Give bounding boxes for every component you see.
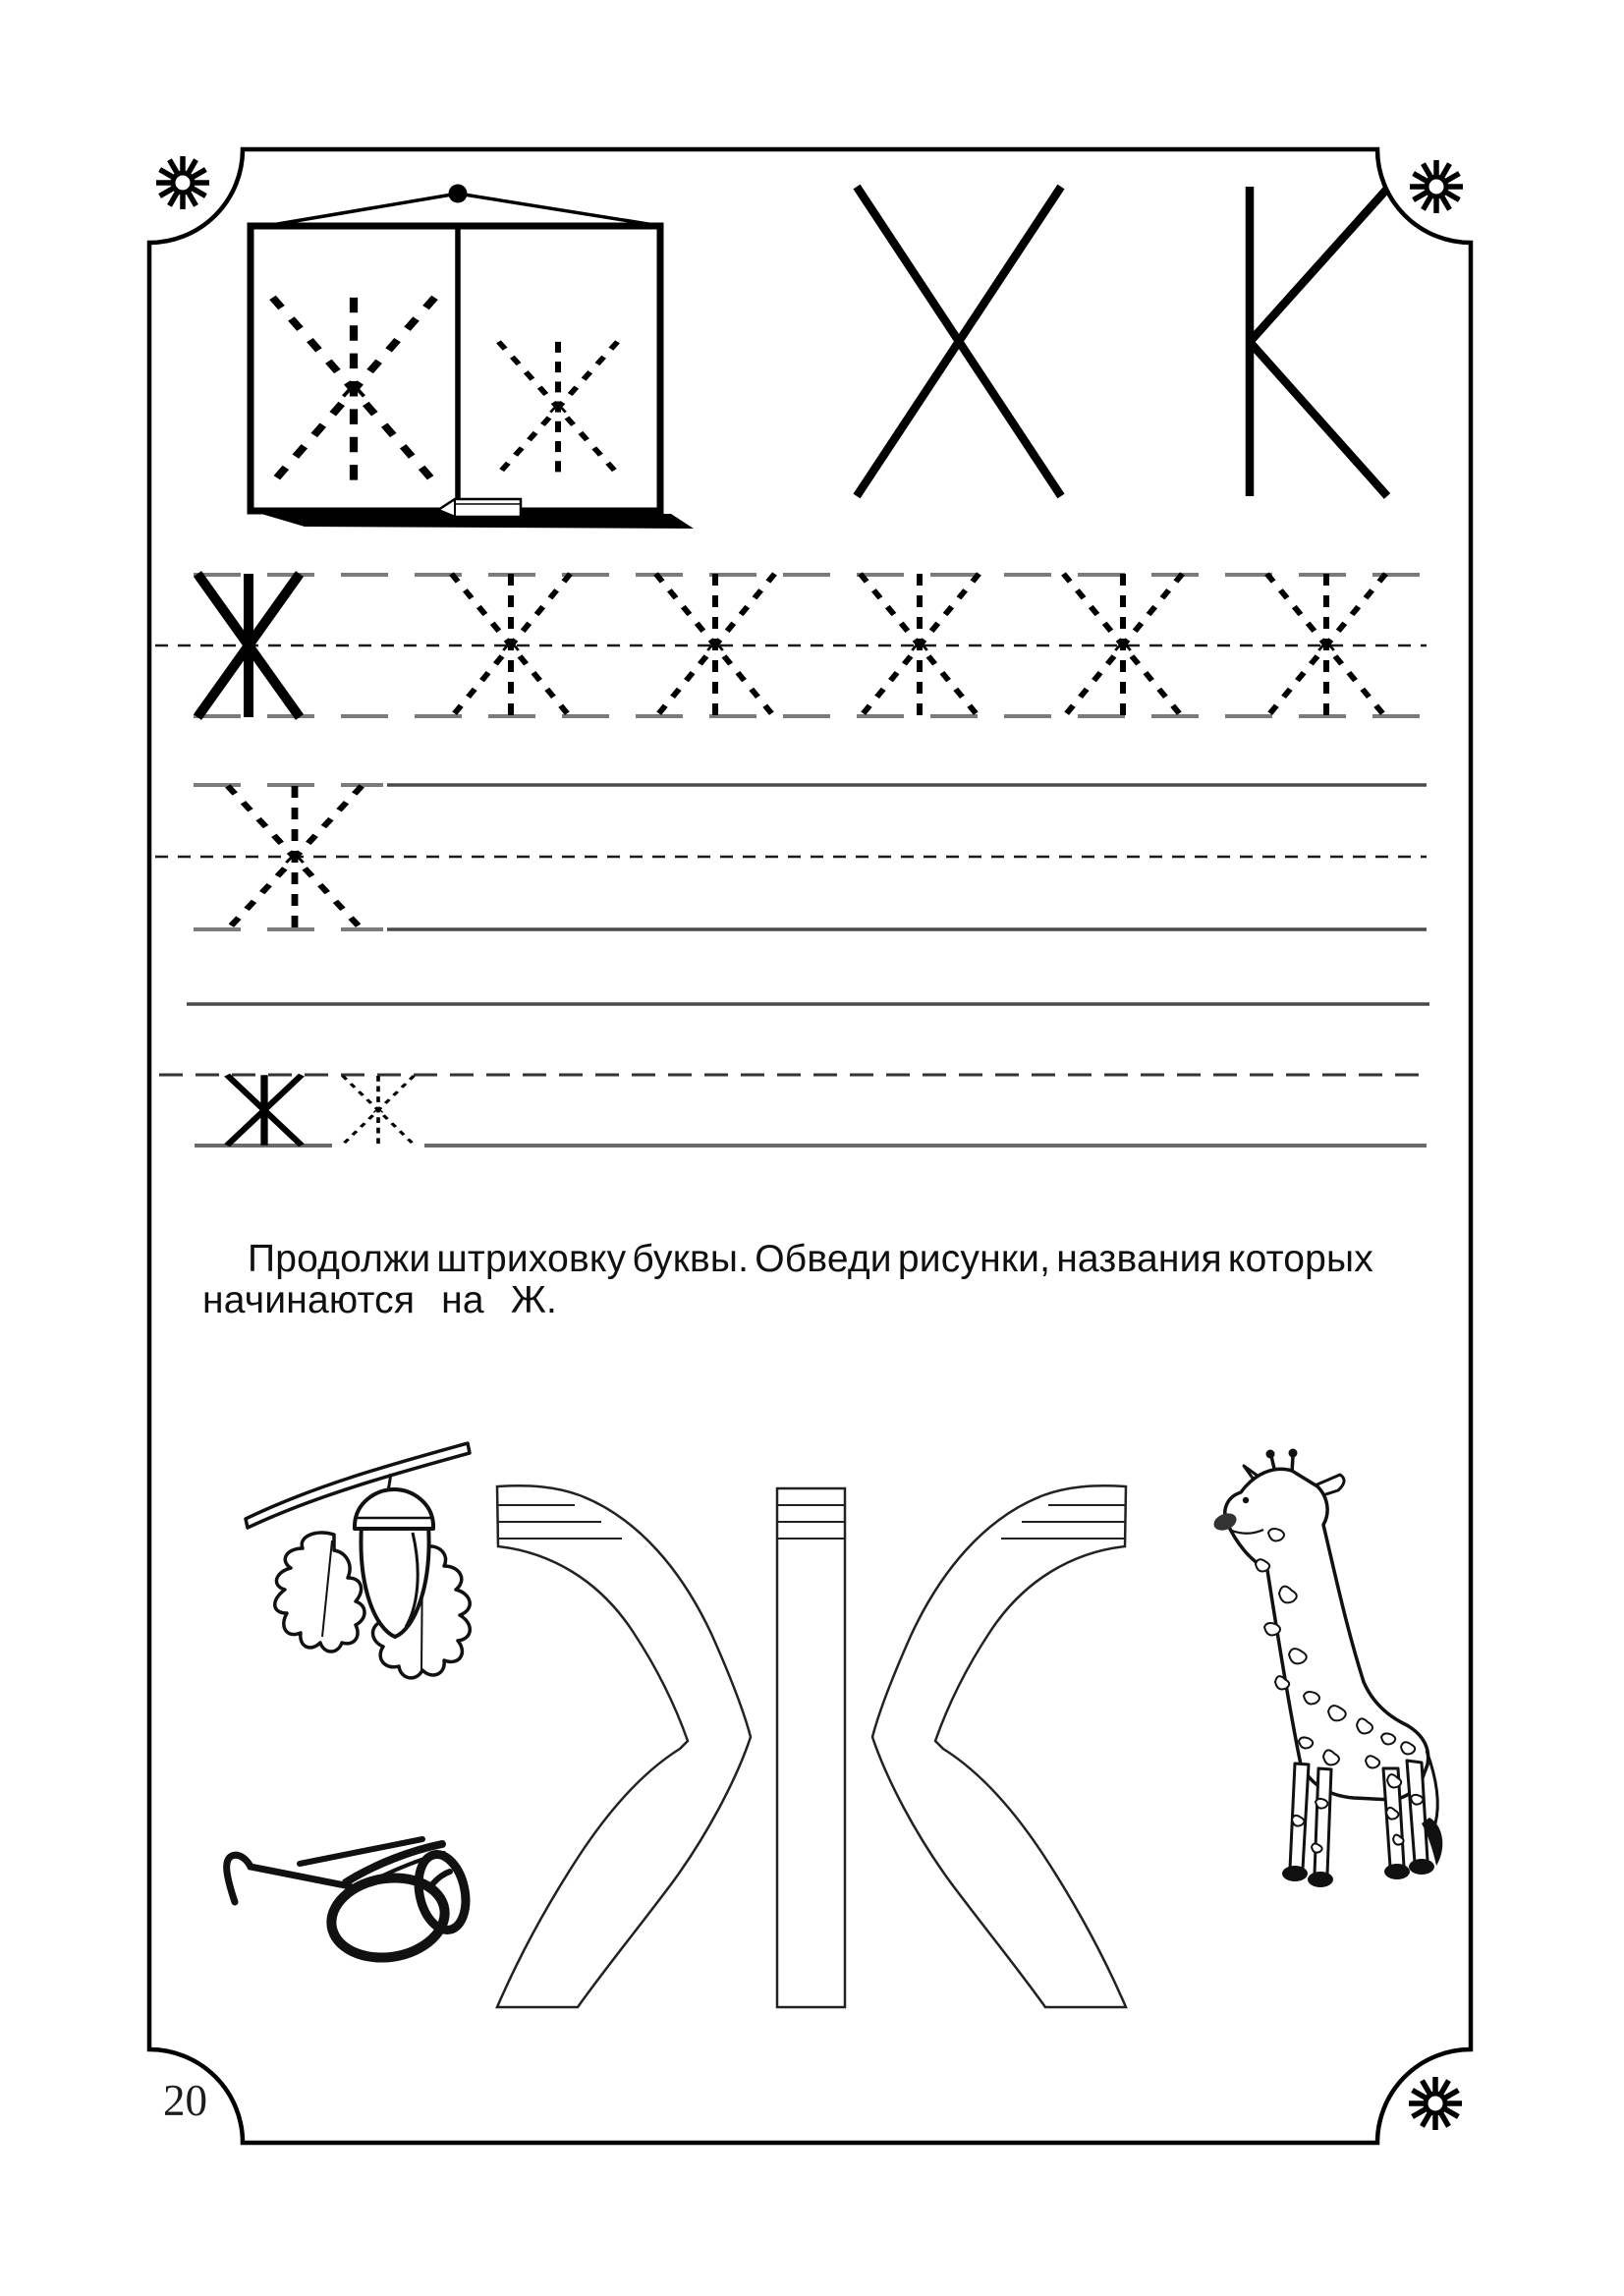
acorn-picture	[246, 1443, 470, 1678]
page-number: 20	[163, 2076, 207, 2125]
traced-letter-zh-small	[343, 1076, 415, 1145]
traced-letter-zh	[656, 574, 775, 717]
instruction-line-1: Продолжи штриховку буквы. Обведи рисунки, названия которых	[248, 1238, 1373, 1280]
traced-letter-zh	[1064, 574, 1183, 717]
nail-icon	[449, 185, 468, 203]
solid-letter-zh-small	[227, 1075, 302, 1146]
traced-letter-zh	[861, 574, 980, 717]
letter-x-strokes	[857, 187, 1061, 496]
practice-row-3	[159, 1075, 1427, 1146]
sun-icon	[1409, 2077, 1462, 2130]
practice-row-1	[155, 574, 1427, 717]
blackboard	[251, 185, 694, 530]
sun-icon	[156, 156, 209, 209]
practice-row-2	[155, 785, 1429, 1004]
letter-zh-outline	[497, 1485, 1126, 2007]
chalk-icon	[438, 499, 521, 517]
sun-icon	[1410, 160, 1463, 213]
traced-letter-zh	[452, 574, 571, 717]
glasses-picture	[227, 1839, 473, 1966]
instruction-line-2: начинаются на Ж.	[202, 1279, 558, 1321]
giraffe-picture	[1211, 1449, 1442, 1888]
letter-k-strokes	[1250, 187, 1387, 496]
traced-letter-zh	[1267, 574, 1386, 717]
